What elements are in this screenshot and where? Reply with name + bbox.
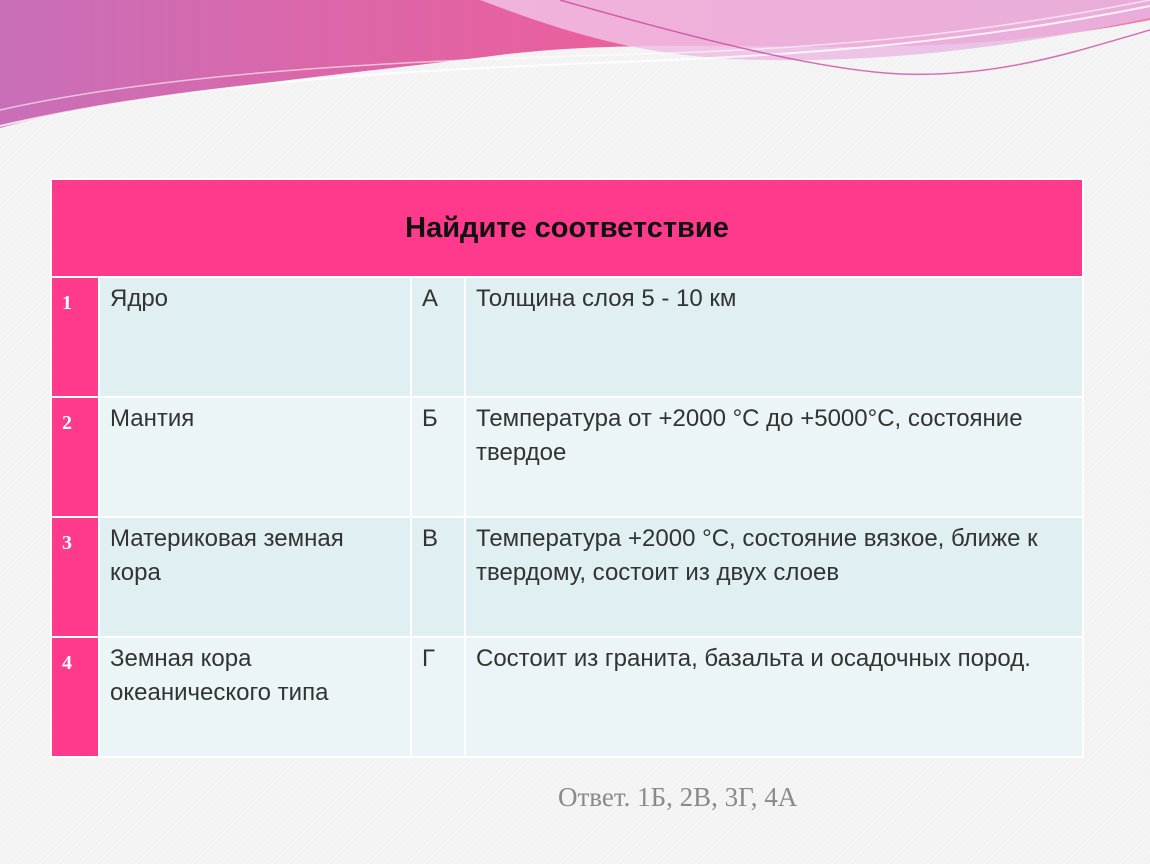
letter-cell: В bbox=[411, 517, 465, 637]
description-cell: Температура +2000 °С, состояние вязкое, ближе к твердому, состоит из двух слоев bbox=[465, 517, 1083, 637]
term-cell: Ядро bbox=[99, 277, 411, 397]
table-row bbox=[51, 637, 1083, 757]
letter-cell: Б bbox=[411, 397, 465, 517]
row-number: 4 bbox=[51, 637, 99, 757]
table-title: Найдите соответствие bbox=[51, 179, 1083, 277]
description-cell: Толщина слоя 5 - 10 км bbox=[465, 277, 1083, 397]
letter-cell: Г bbox=[411, 637, 465, 757]
term-cell: Материковая земная кора bbox=[99, 517, 411, 637]
term-cell: Земная кора океанического типа bbox=[99, 637, 411, 757]
row-number: 3 bbox=[51, 517, 99, 637]
description-cell: Состоит из гранита, базальта и осадочных пород. bbox=[465, 637, 1083, 757]
description-cell: Температура от +2000 °С до +5000°С, состояние твердое bbox=[465, 397, 1083, 517]
letter-cell: А bbox=[411, 277, 465, 397]
header-wave-decoration bbox=[0, 0, 1150, 140]
table-row bbox=[51, 277, 1083, 397]
table-row bbox=[51, 517, 1083, 637]
row-number: 1 bbox=[51, 277, 99, 397]
table-row bbox=[51, 397, 1083, 517]
answer-text: Ответ. 1Б, 2В, 3Г, 4А bbox=[558, 782, 798, 812]
row-number: 2 bbox=[51, 397, 99, 517]
matching-table bbox=[50, 178, 1084, 758]
term-cell: Мантия bbox=[99, 397, 411, 517]
